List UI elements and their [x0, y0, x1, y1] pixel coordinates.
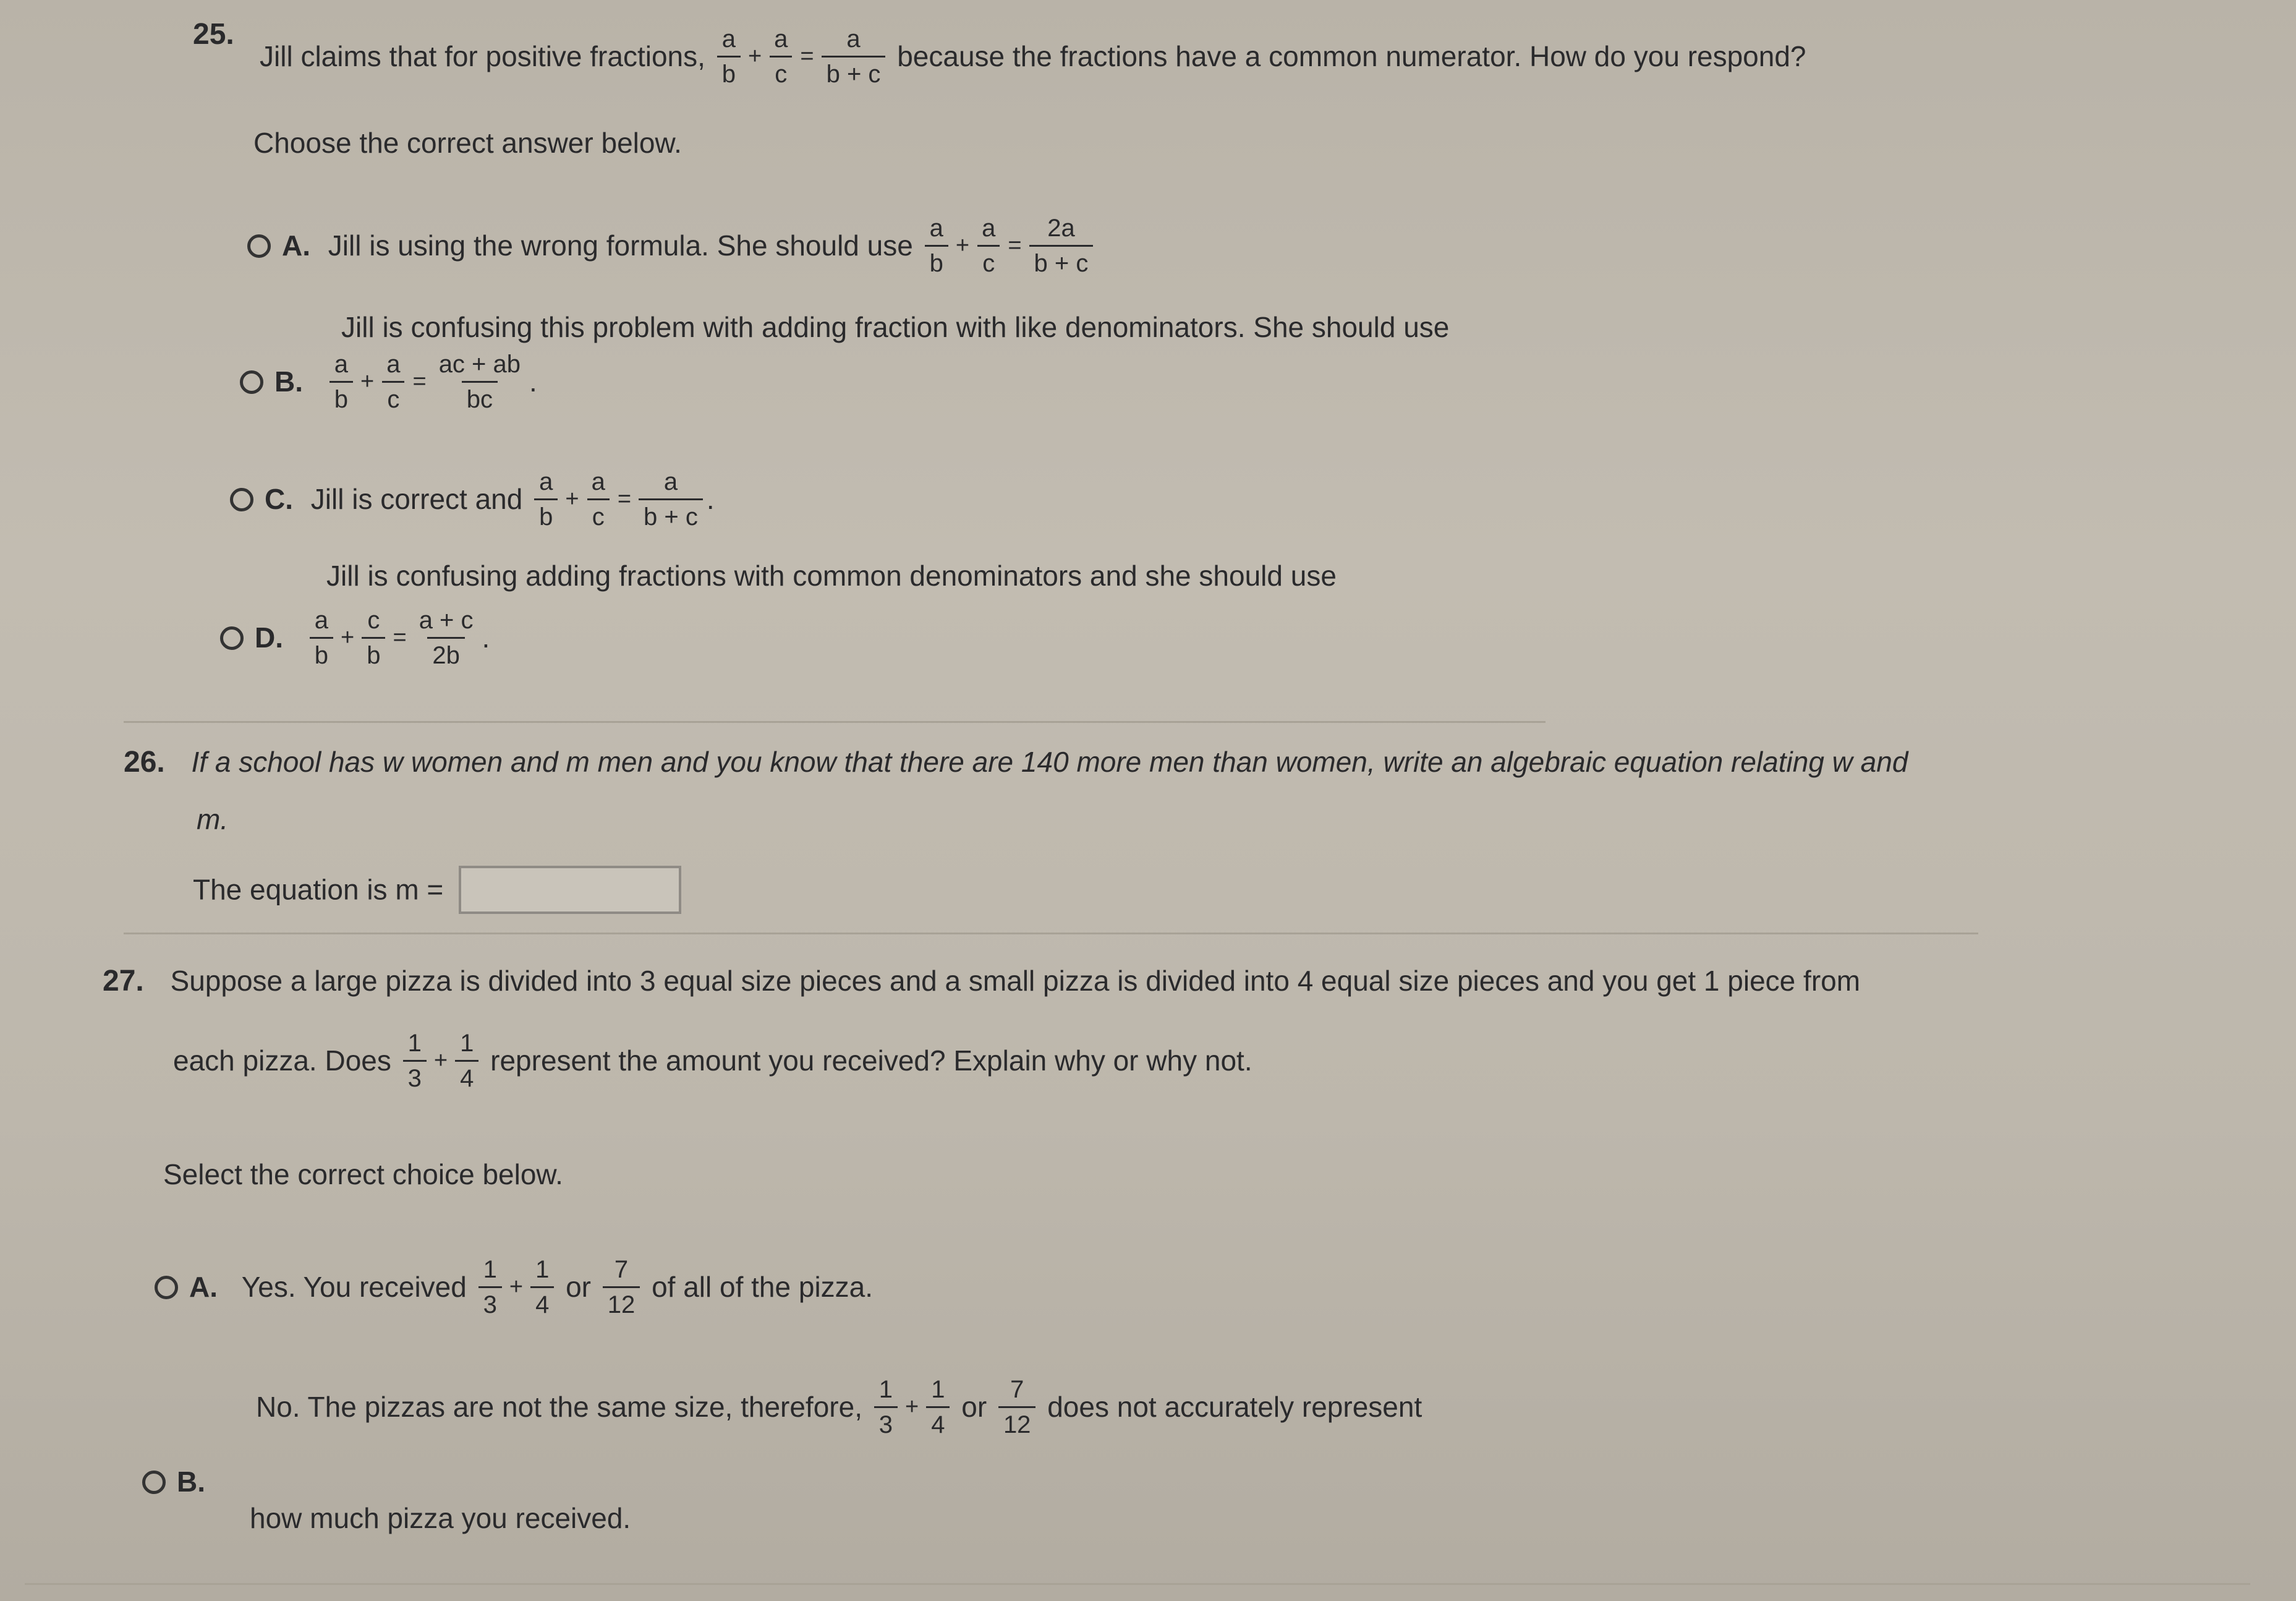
equation-answer-input[interactable]: [459, 866, 681, 914]
q25-option-a-radio[interactable]: [247, 234, 271, 258]
q25-a-frac-1: $\frac{a}{b}$: [925, 214, 948, 278]
question-25-number: 25.: [193, 18, 234, 51]
q25-option-d-radio[interactable]: [220, 626, 244, 650]
q27-option-b-line2: how much pizza you received.: [250, 1502, 631, 1534]
question-25-prompt-after: because the fractions have a common numerator. How do you respond?: [897, 40, 1806, 72]
q25-d-frac-1: $\frac{a}{b}$: [310, 606, 333, 670]
question-27-prompt-line2-before: each pizza. Does: [173, 1044, 391, 1077]
question-27-instruction: Select the correct choice below.: [163, 1158, 563, 1190]
claim-fraction-1: $\frac{a}{b}$: [717, 25, 741, 88]
q25-option-a-text: Jill is using the wrong formula. She should use: [328, 229, 913, 262]
question-27-number: 27.: [103, 965, 144, 997]
q25-b-frac-3: $\frac{ac + ab}{bc}$: [438, 351, 521, 413]
q27-option-a-radio[interactable]: [155, 1276, 178, 1299]
question-26-answer-row: [193, 866, 681, 914]
q25-b-frac-1: $\frac{a}{b}$: [330, 350, 353, 414]
question-26-prompt-line2: m.: [197, 803, 229, 835]
q27-option-b-radio[interactable]: [142, 1471, 166, 1494]
q25-option-c-radio[interactable]: [230, 488, 253, 511]
q25-option-b[interactable]: B. $\frac{a}{b}$ + $\frac{a}{c}$ = $\frac{ac + ab}{bc}$ .: [240, 350, 537, 414]
question-25-instruction: Choose the correct answer below.: [253, 127, 682, 159]
divider-bottom: [25, 1583, 2250, 1585]
question-27-prompt-line1: Suppose a large pizza is divided into 3 equal size pieces and a small pizza is divided into 4 equal size pieces and you get 1 piece from: [170, 965, 1861, 997]
q25-b-frac-2: $\frac{a}{c}$: [381, 350, 405, 414]
q25-d-frac-3: $\frac{a + c}{2b}$: [419, 607, 474, 669]
q27-option-a-before: Yes. You received: [241, 1270, 467, 1303]
q25-option-d[interactable]: D. $\frac{a}{b}$ + $\frac{c}{b}$ = $\frac{a + c}{2b}$ .: [220, 606, 490, 670]
q25-option-b-text: Jill is confusing this problem with adding fraction with like denominators. She should use: [341, 311, 1450, 343]
q27-b-frac-3: $\frac{7}{12}$: [998, 1375, 1036, 1439]
q27-option-b-line1: No. The pizzas are not the same size, therefore, $\frac{1}{3}$ + $\frac{1}{4}$ or $\frac{7}{12}$ does not accurately represent: [256, 1376, 1422, 1438]
q25-c-frac-3: $\frac{a}{b + c}$: [639, 467, 703, 531]
q27-prompt-frac-1: $\frac{1}{3}$: [403, 1029, 427, 1093]
q27-b-frac-1: $\frac{1}{3}$: [874, 1375, 898, 1439]
claim-fraction-2: $\frac{a}{c}$: [769, 25, 793, 88]
question-26-prompt-line1: If a school has w women and m men and you know that there are 140 more men than women, write an algebraic equation relating w and: [191, 746, 1908, 778]
q27-option-a[interactable]: A. Yes. You received $\frac{1}{3}$ + $\frac{1}{4}$ or $\frac{7}{12}$ of all of the pizza.: [155, 1255, 873, 1319]
question-25-prompt-before: Jill claims that for positive fractions,: [260, 40, 705, 72]
q27-option-a-after: of all of the pizza.: [652, 1270, 874, 1303]
q25-option-c[interactable]: C. Jill is correct and $\frac{a}{b}$ + $\frac{a}{c}$ = $\frac{a}{b + c}$ .: [230, 467, 715, 531]
q27-option-b-before: No. The pizzas are not the same size, therefore,: [256, 1390, 862, 1423]
question-27-prompt-line2: each pizza. Does $\frac{1}{3}$ + $\frac{1}{4}$ represent the amount you received? Explain why or why not.: [173, 1030, 1252, 1092]
q27-a-frac-2: $\frac{1}{4}$: [530, 1255, 554, 1319]
q27-a-frac-1: $\frac{1}{3}$: [478, 1255, 502, 1319]
q25-option-b-radio[interactable]: [240, 370, 263, 394]
answer-label: The equation is m =: [193, 873, 444, 906]
q25-a-frac-3: $\frac{2a}{b + c}$: [1029, 214, 1094, 278]
question-27-prompt-line2-after: represent the amount you received? Explain why or why not.: [490, 1044, 1252, 1077]
q25-d-frac-2: $\frac{c}{b}$: [362, 606, 385, 670]
q27-option-b-after: does not accurately represent: [1047, 1390, 1422, 1423]
q25-c-frac-2: $\frac{a}{c}$: [587, 467, 610, 531]
q25-c-frac-1: $\frac{a}{b}$: [534, 467, 558, 531]
question-25-prompt: Jill claims that for positive fractions, $\frac{a}{b}$ + $\frac{a}{c}$ = $\frac{a}{b + c}$ because the fractions have a common numerator. How do you respond?: [260, 25, 1806, 88]
q25-option-a[interactable]: A. Jill is using the wrong formula. She should use $\frac{a}{b}$ + $\frac{a}{c}$ = $\frac{2a}{b + c}$: [247, 214, 1097, 278]
question-26: [124, 745, 1908, 780]
q25-option-d-text: Jill is confusing adding fractions with common denominators and she should use: [326, 560, 1337, 592]
q25-a-frac-2: $\frac{a}{c}$: [977, 214, 1000, 278]
question-27: [103, 963, 1860, 999]
divider-26-27: [124, 933, 1978, 934]
claim-fraction-3: $\frac{a}{b + c}$: [822, 25, 886, 88]
q27-a-frac-3: $\frac{7}{12}$: [603, 1255, 640, 1319]
q25-option-c-text: Jill is correct and: [310, 482, 523, 515]
question-26-number: 26.: [124, 746, 165, 779]
q27-prompt-frac-2: $\frac{1}{4}$: [455, 1029, 478, 1093]
q27-b-frac-2: $\frac{1}{4}$: [926, 1375, 950, 1439]
q27-option-b[interactable]: B.: [142, 1463, 205, 1499]
divider-25-26: [124, 721, 1546, 723]
